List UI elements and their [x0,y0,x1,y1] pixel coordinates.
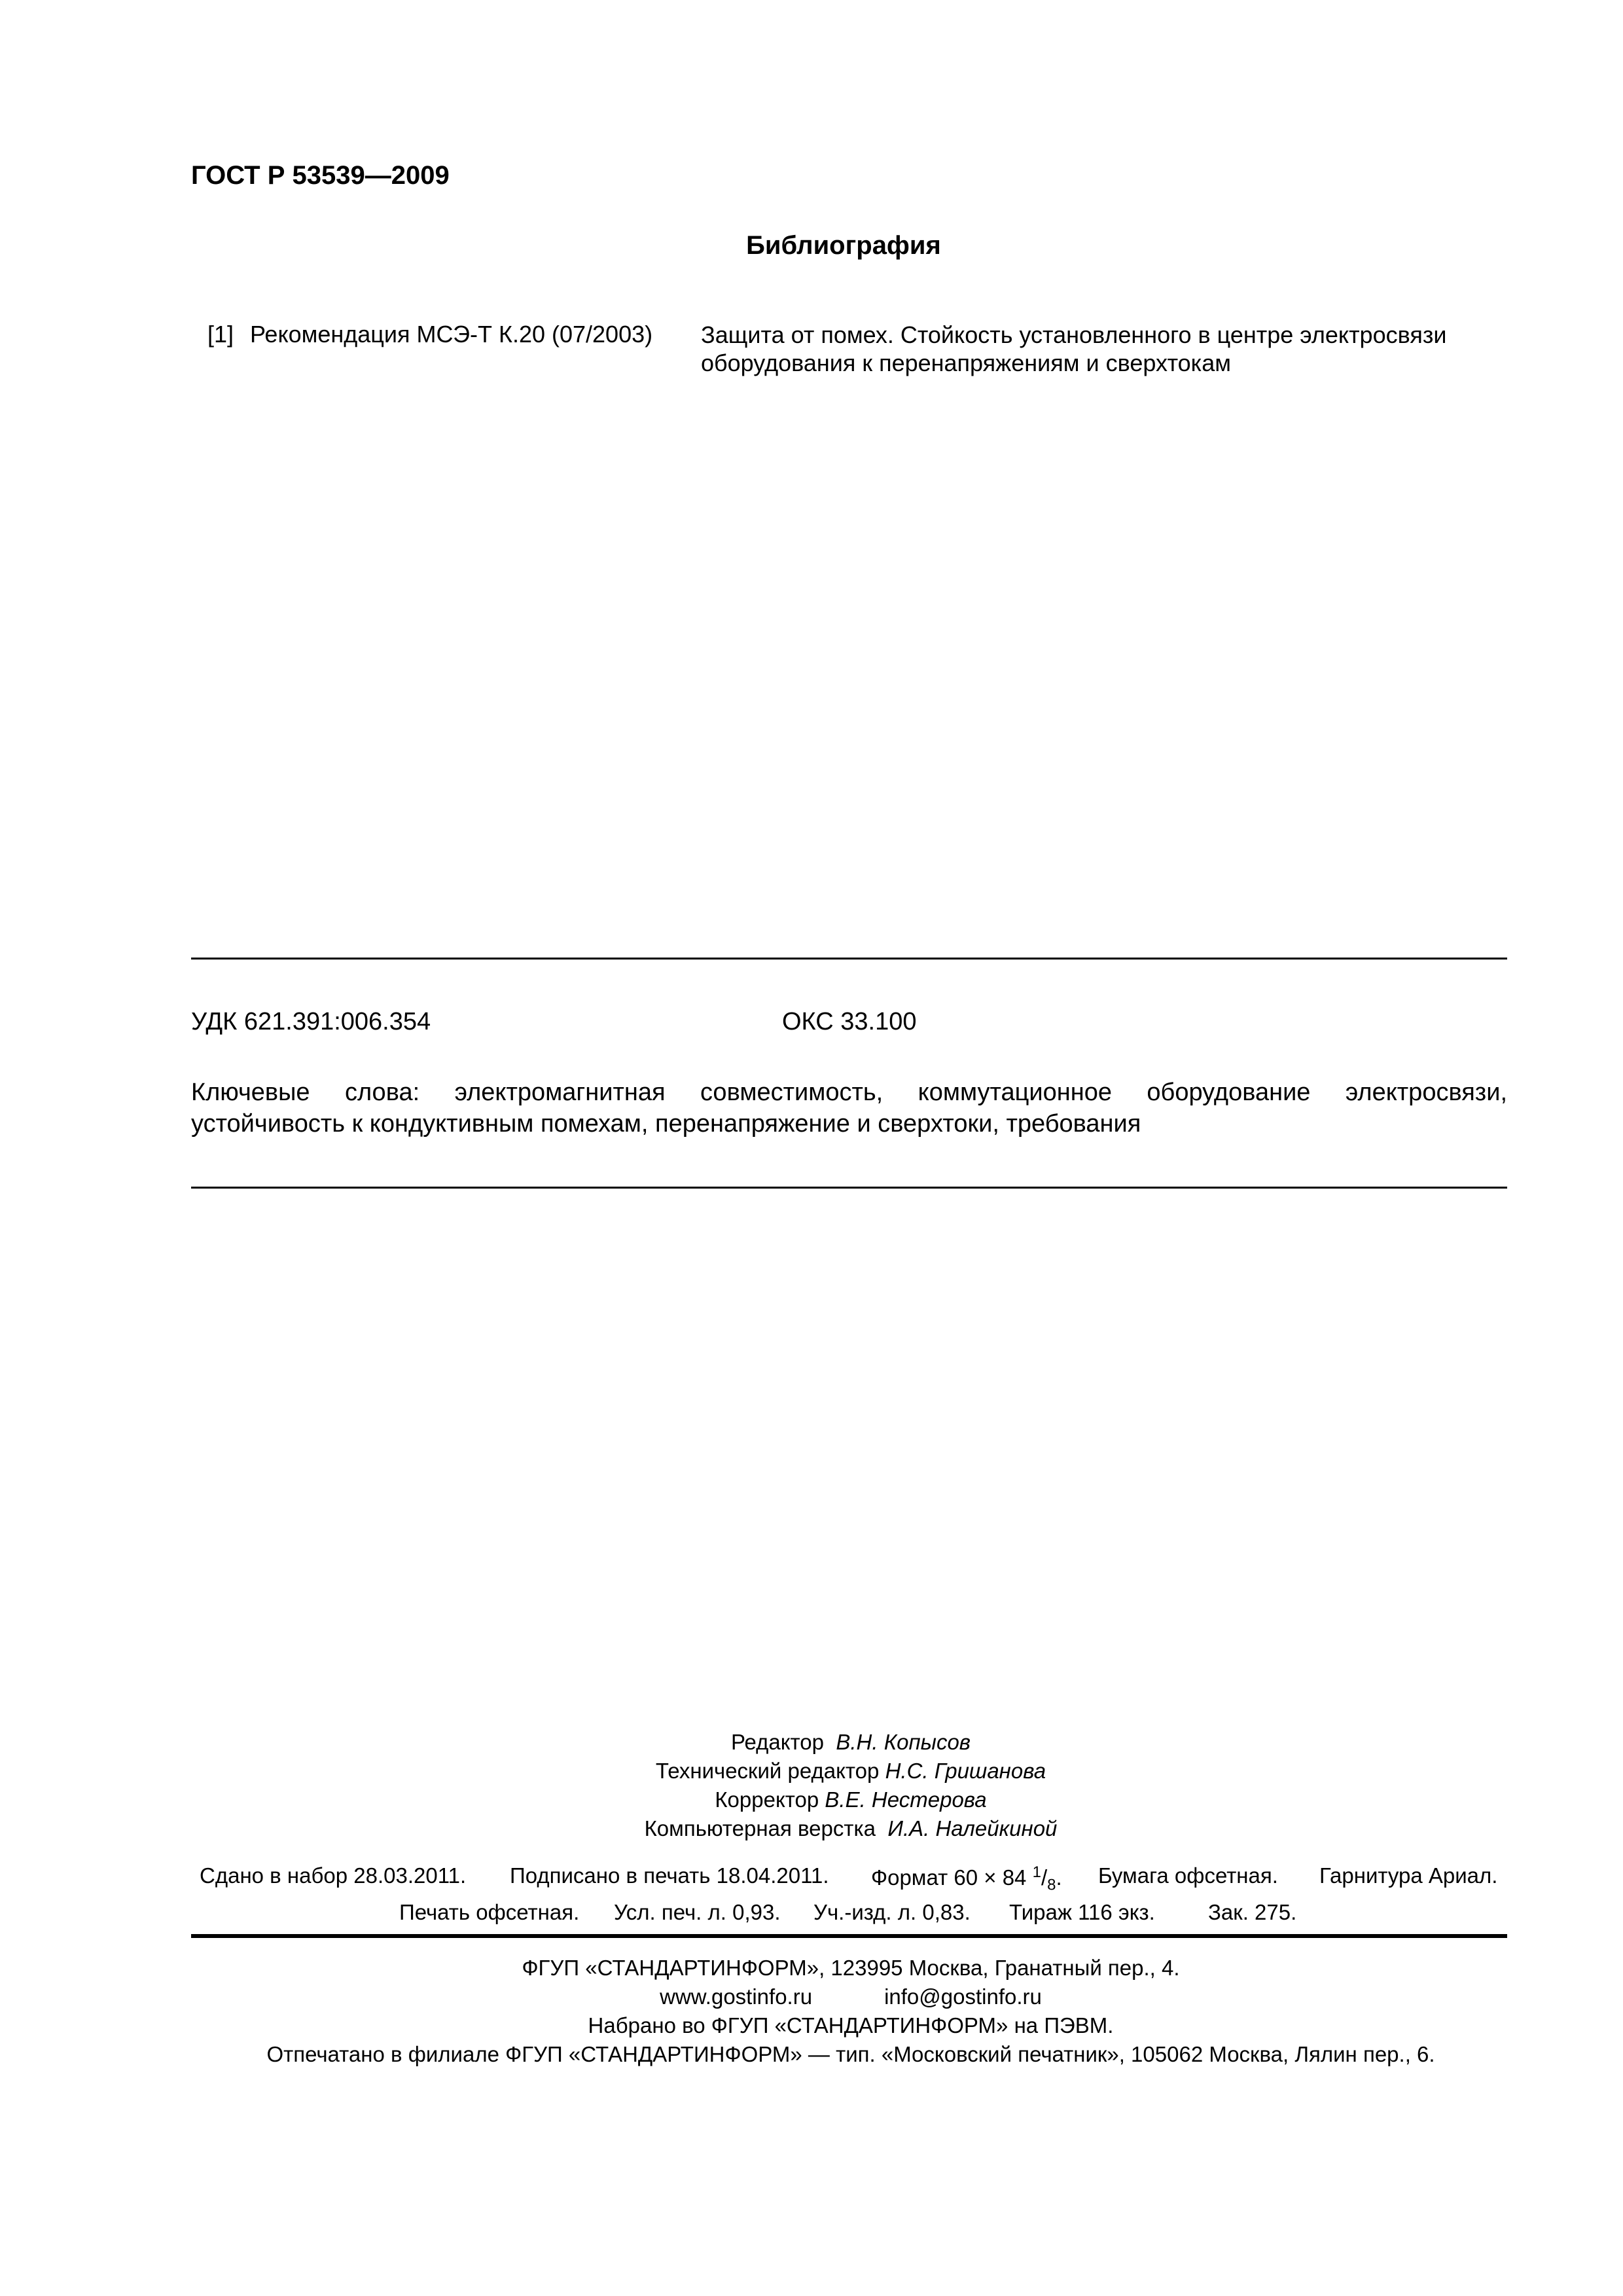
credit-layout [0,1814,1623,1843]
publisher-address: ФГУП «СТАНДАРТИНФОРМ», 123995 Москва, Гранатный пер., 4. [522,1956,1180,1980]
bibliography-entry-source: Рекомендация МСЭ-Т К.20 (07/2003) [250,321,653,348]
credit-technical-editor [0,1757,1623,1785]
publisher-email[interactable]: info@gostinfo.ru [884,1984,1042,2009]
publishing-sheets: Уч.-изд. л. 0,83. [813,1900,971,1924]
publisher-typeset-note: Набрано во ФГУП «СТАНДАРТИНФОРМ» на ПЭВМ. [588,2013,1114,2037]
credit-name: В.Н. Копысов [836,1730,971,1754]
format-fraction-denominator: 8 [1047,1876,1056,1894]
credit-proofreader [0,1785,1623,1814]
print-paper: Бумага офсетная. [1098,1863,1278,1888]
publisher-block [0,1954,1623,2069]
credit-role: Технический редактор [655,1759,880,1783]
print-circulation: Тираж 116 экз. [1009,1900,1155,1924]
document-code: ГОСТ Р 53539—2009 [191,161,450,190]
publisher-website[interactable]: www.gostinfo.ru [660,1984,813,2009]
print-sent-date: Сдано в набор 28.03.2011. [200,1863,467,1888]
format-size: Формат 60 × 84 [871,1865,1027,1890]
credit-role: Корректор [715,1787,819,1812]
print-method: Печать офсетная. [399,1900,580,1924]
credits-block [0,1728,1623,1843]
keywords-line-2: устойчивость к кондуктивным помехам, перенапряжение и сверхтоки, требования [191,1110,1141,1138]
bibliography-entry-title: Защита от помех. Стойкость установленного в центре электросвязи оборудования к перенапряжениям и сверхтокам [701,321,1447,376]
divider-publisher [191,1934,1507,1938]
print-signed-date: Подписано в печать 18.04.2011. [510,1863,829,1888]
credit-role: Компьютерная верстка [644,1816,876,1840]
format-fraction-numerator: 1 [1032,1863,1041,1881]
credit-role: Редактор [730,1730,825,1754]
bibliography-entry-number: [1] [207,321,234,348]
udk-code: УДК 621.391:006.354 [191,1008,431,1035]
print-sheets: Усл. печ. л. 0,93. [614,1900,781,1924]
divider-top [191,958,1507,960]
print-order: Зак. 275. [1208,1900,1297,1924]
print-format: Формат 60 × 84 $^1/_8$. [871,1863,1062,1894]
credit-name: Н.С. Гришанова [885,1759,1046,1783]
credit-name: В.Е. Нестерова [825,1787,987,1812]
credit-name: И.А. Налейкиной [887,1816,1058,1840]
oks-code: ОКС 33.100 [782,1008,917,1035]
print-typeface: Гарнитура Ариал. [1319,1863,1498,1888]
bibliography-title: Библиография [746,231,941,260]
keywords-block [191,1077,1507,1139]
keywords-line-1: Ключевые слова: электромагнитная совместимость, коммутационное оборудование электросвязи, [191,1079,1507,1106]
publisher-printed-note: Отпечатано в филиале ФГУП «СТАНДАРТИНФОРМ» — тип. «Московский печатник», 105062 Москва, Лялин пер., 6. [266,2042,1435,2066]
divider-keywords [191,1187,1507,1189]
credit-editor [0,1728,1623,1757]
publisher-contacts [0,1982,1623,2011]
